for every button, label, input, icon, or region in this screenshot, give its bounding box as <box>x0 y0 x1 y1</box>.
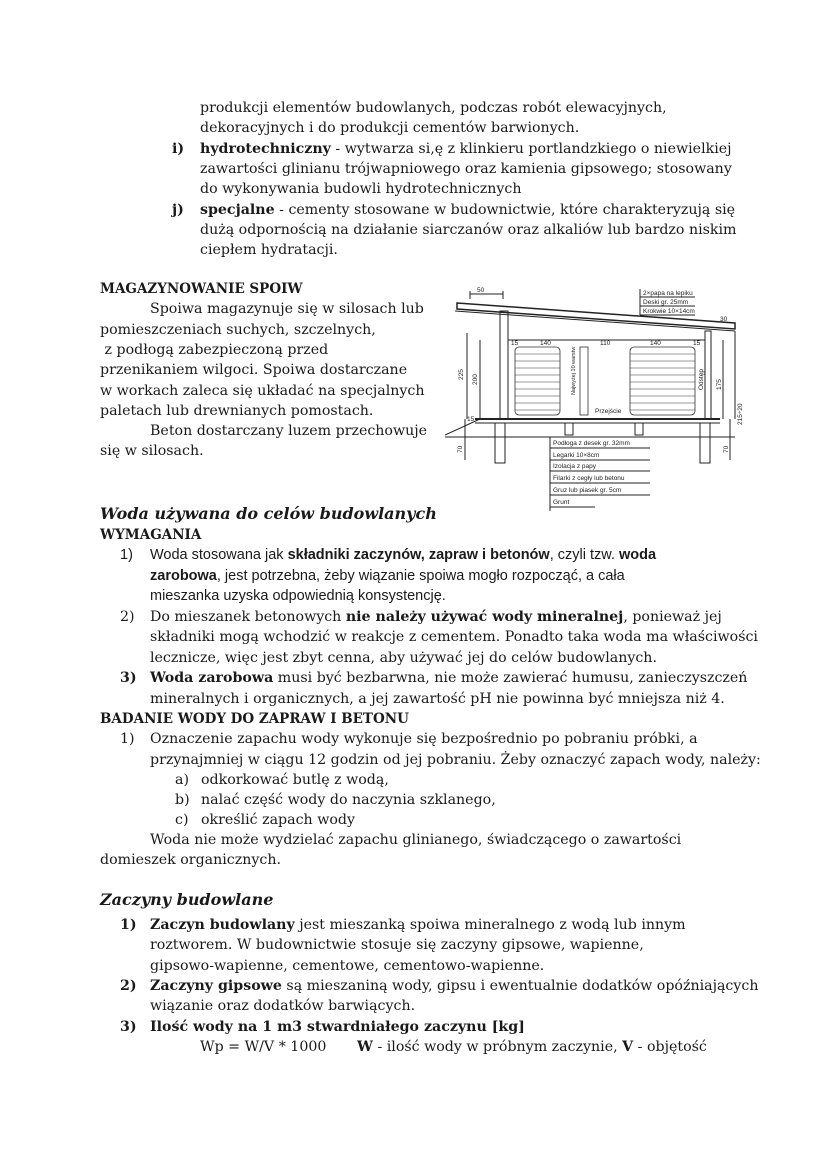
list-letter: a) <box>175 772 189 788</box>
text: - cementy stosowane w budownictwie, które charakteryzują się <box>274 202 736 218</box>
dimension-label: 140 <box>650 340 661 347</box>
sub-list-item <box>175 790 496 810</box>
text-line: ciepłem hydratacji. <box>200 242 338 258</box>
dimension-label: 110 <box>600 340 611 347</box>
text-line: zawartości glinianu trójwapniowego oraz kamienia gipsowego; stosowany <box>200 161 732 177</box>
sub-list-item <box>175 770 389 790</box>
text: jest mieszanką spoiwa mineralnego z wodą lub innym <box>294 917 686 933</box>
text: , ponieważ jej <box>623 609 722 625</box>
roof-label: Deski gr. 25mm <box>643 299 689 306</box>
text: , jest potrzebna, żeby wiązanie spoiwa mogło rozpocząć, a cała <box>216 568 625 584</box>
list-item <box>120 1017 525 1037</box>
text-line: się w silosach. <box>100 443 204 459</box>
section-heading: MAGAZYNOWANIE SPOIW <box>100 281 303 297</box>
text: nalać część wody do naczynia szklanego, <box>201 792 496 808</box>
text-line: przenikaniem wilgoci. Spoiwa dostarczane <box>100 362 408 378</box>
dimension-label: 225 <box>458 369 465 380</box>
text-line: produkcji elementów budowlanych, podczas robót elewacyjnych, <box>200 100 667 116</box>
text-line: mieszanka uzyska odpowiednią konsystencję. <box>150 588 446 604</box>
text-line: składniki mogą wchodzić w reakcje z cementem. Ponadto taka woda ma właściwości <box>150 629 758 645</box>
text: odkorkować butlę z wodą, <box>201 772 389 788</box>
term: składniki zaczynów, zapraw i betonów <box>287 547 550 563</box>
text: - objętość <box>633 1039 707 1055</box>
list-letter: b) <box>175 792 190 808</box>
list-number: 1) <box>120 547 133 563</box>
term: woda <box>619 547 657 563</box>
term: Woda zarobowa <box>150 670 274 686</box>
dimension-label: 15 <box>693 340 701 347</box>
dimension-label: 70 <box>457 445 464 453</box>
text-line: paletach lub drewnianych pomostach. <box>100 403 374 419</box>
roof-label: 2×papa na lepiku <box>643 290 693 297</box>
section-title: Zaczyny budowlane <box>100 890 274 909</box>
floor-label: Filarki z cegły lub betonu <box>553 475 625 482</box>
dimension-label: 50 <box>477 287 485 294</box>
text: , czyli tzw. <box>549 547 619 563</box>
term: nie należy używać wody mineralnej <box>345 609 624 625</box>
list-item <box>120 915 686 935</box>
formula: Wp = W/V * 1000 <box>200 1039 327 1055</box>
floor-label: Legarki 10×8cm <box>553 452 600 459</box>
text-line: w workach zaleca się układać na specjalnych <box>100 383 425 399</box>
symbol: W <box>357 1039 373 1055</box>
list-number: 2) <box>120 978 137 994</box>
stack-label: Najwyżej 10 warstw <box>571 346 577 395</box>
formula-legend <box>357 1037 707 1057</box>
list-number: 2) <box>120 609 135 625</box>
list-item <box>120 545 656 565</box>
term: hydrotechniczny <box>200 141 331 157</box>
floor-label: Izolacja z papy <box>553 463 596 470</box>
list-number: 1) <box>120 917 137 933</box>
text-line: lecznicze, więc jest zbyt cenna, aby używać jej do celów budowlanych. <box>150 650 657 666</box>
dimension-label: 30 <box>720 316 728 323</box>
list-letter: c) <box>175 812 189 828</box>
dimension-label: 200 <box>472 374 479 385</box>
text-line: Beton dostarczany luzem przechowuje <box>150 423 428 439</box>
passage-label: Przejście <box>595 408 622 415</box>
text: Woda stosowana jak <box>150 547 288 563</box>
text: - wytwarza si,ę z klinkieru portlandzkiego o niewielkiej <box>330 141 732 157</box>
list-item <box>120 668 747 688</box>
text-line: pomieszczeniach suchych, szczelnych, <box>100 322 376 338</box>
term: Zaczyn budowlany <box>150 917 295 933</box>
list-number: 1) <box>120 731 135 747</box>
sub-list-item <box>175 810 355 830</box>
text-line: do wykonywania budowli hydrotechnicznych <box>200 181 522 197</box>
term: Ilość wody na 1 m3 stwardniałego zaczynu [kg] <box>150 1019 525 1035</box>
dimension-label: 215÷20 <box>737 403 744 425</box>
text-line: Woda nie może wydzielać zapachu glinianego, świadczącego o zawartości <box>150 832 682 848</box>
dimension-label: 15 <box>511 340 519 347</box>
subsection-heading: WYMAGANIA <box>100 527 202 543</box>
section-title: Woda używana do celów budowlanych <box>100 504 437 523</box>
term: specjalne <box>200 202 275 218</box>
list-number: 3) <box>120 1019 137 1035</box>
warehouse-cross-section-diagram <box>445 285 745 515</box>
text-line: gipsowo-wapienne, cementowe, cementowo-wapienne. <box>150 958 545 974</box>
list-item-i <box>172 139 732 159</box>
text-line: dużą odpornością na działanie siarczanów oraz alkaliów lub bardzo niskim <box>200 222 737 238</box>
floor-label: Gruz lub piasek gr. 5cm <box>553 487 622 494</box>
symbol: V <box>622 1039 634 1055</box>
roof-label: Krokwie 10×14cm <box>643 308 695 315</box>
text-line: mineralnych i organicznych, a jej zawartość pH nie powinna być mniejsza niż 4. <box>150 691 725 707</box>
text-line: przynajmniej w ciągu 12 godzin od jej pobraniu. Żeby oznaczyć zapach wody, należy: <box>150 752 761 768</box>
text-line: Spoiwa magazynuje się w silosach lub <box>150 301 424 317</box>
list-item-j <box>172 200 735 220</box>
text: są mieszaniną wody, gipsu i ewentualnie dodatków opóźniających <box>281 978 759 994</box>
text-line: dekoracyjnych i do produkcji cementów barwionych. <box>200 120 580 136</box>
text-line: roztworem. W budownictwie stosuje się zaczyny gipsowe, wapienne, <box>150 937 644 953</box>
text-line: wiązanie oraz dodatków barwiących. <box>150 998 416 1014</box>
text-line: z podłogą zabezpieczoną przed <box>100 342 329 358</box>
gap-label: Odstęp <box>698 369 705 390</box>
text: musi być bezbarwna, nie może zawierać humusu, zanieczyszczeń <box>273 670 748 686</box>
text-line: domieszek organicznych. <box>100 852 281 868</box>
dimension-label: 175 <box>716 379 723 390</box>
text: określić zapach wody <box>201 812 355 828</box>
list-item <box>120 607 722 627</box>
term: Zaczyny gipsowe <box>150 978 282 994</box>
dimension-label: 140 <box>540 340 551 347</box>
text: Oznaczenie zapachu wody wykonuje się bezpośrednio po pobraniu próbki, a <box>150 731 698 747</box>
term: zarobowa <box>150 568 217 584</box>
text: Do mieszanek betonowych <box>150 609 346 625</box>
list-marker: j) <box>172 202 184 218</box>
list-number: 3) <box>120 670 137 686</box>
subsection-heading: BADANIE WODY DO ZAPRAW I BETONU <box>100 711 409 727</box>
dimension-label: 70 <box>723 445 730 453</box>
dimension-label: 15 <box>467 416 475 423</box>
list-item <box>120 729 698 749</box>
list-marker: i) <box>172 141 185 157</box>
text: - ilość wody w próbnym zaczynie, <box>372 1039 623 1055</box>
floor-label: Podłoga z desek gr. 32mm <box>553 440 630 447</box>
text-line <box>150 566 625 586</box>
list-item <box>120 976 758 996</box>
floor-label: Grunt <box>553 499 570 506</box>
